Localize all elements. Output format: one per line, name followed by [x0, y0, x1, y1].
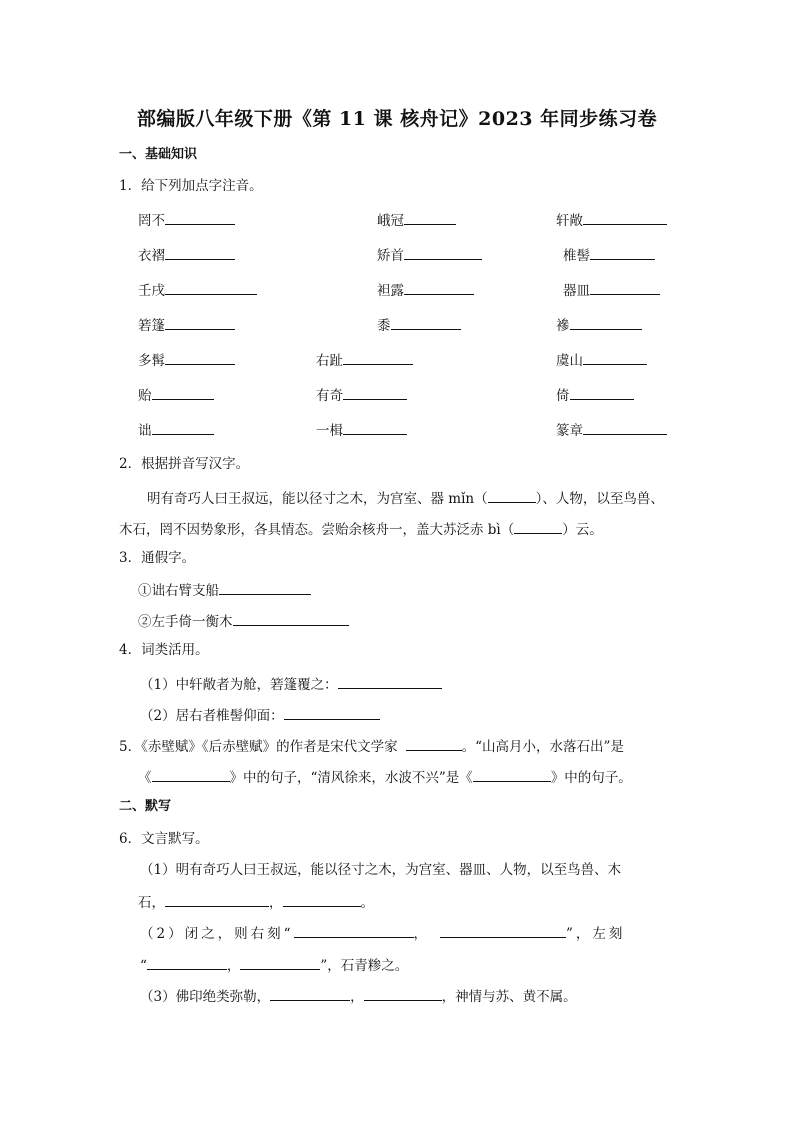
q1-word: 椎髻	[563, 248, 590, 264]
q1-item	[563, 280, 660, 300]
answer-blank[interactable]	[514, 519, 562, 534]
answer-blank[interactable]	[165, 210, 235, 225]
q1-word: 有奇	[316, 388, 343, 404]
answer-blank[interactable]	[473, 767, 551, 782]
answer-blank[interactable]	[583, 420, 667, 435]
answer-blank[interactable]	[294, 923, 414, 938]
q1-item	[316, 350, 413, 370]
q6-text: ，	[413, 926, 430, 942]
q1-item	[556, 210, 667, 230]
answer-blank[interactable]	[165, 315, 235, 330]
question-1-label: 1．给下列加点字注音。	[119, 178, 263, 194]
question-2-label: 2．根据拼音写汉字。	[119, 456, 250, 472]
q1-item	[377, 315, 461, 335]
q1-word: 黍	[377, 318, 391, 334]
answer-blank[interactable]	[404, 210, 456, 225]
q1-item	[138, 280, 257, 300]
answer-blank[interactable]	[583, 210, 667, 225]
answer-blank[interactable]	[240, 955, 320, 970]
q5-text: 。“山高月小，水落石出”是	[461, 739, 624, 755]
answer-blank[interactable]	[152, 767, 230, 782]
q5-text: 》中的句子。	[550, 770, 632, 786]
q2-passage-line1	[147, 488, 664, 508]
question-3-label: 3．通假字。	[119, 550, 196, 566]
answer-blank[interactable]	[283, 892, 361, 907]
q1-item	[556, 350, 647, 370]
q2-text: ）云。	[562, 522, 603, 538]
q5-text: 5．《赤壁赋》《后赤壁赋》的作者是宋代文学家	[119, 739, 398, 755]
answer-blank[interactable]	[406, 736, 462, 751]
q3-item-2	[138, 611, 349, 631]
q6-part-2-line2	[140, 955, 408, 975]
answer-blank[interactable]	[343, 350, 413, 365]
answer-blank[interactable]	[270, 986, 350, 1001]
q6-text: ，	[226, 958, 241, 974]
answer-blank[interactable]	[404, 245, 482, 260]
answer-blank[interactable]	[284, 705, 380, 720]
q1-word: 箬篷	[138, 318, 165, 334]
q3-text: ②左手倚一衡木	[138, 614, 233, 630]
answer-blank[interactable]	[590, 280, 660, 295]
answer-blank[interactable]	[570, 385, 634, 400]
q1-item	[138, 315, 235, 335]
section-dictation: 二、默写	[119, 799, 172, 814]
q5-line-2	[138, 767, 632, 787]
q5-line-1	[119, 736, 624, 756]
answer-blank[interactable]	[343, 420, 407, 435]
q5-text: 》中的句子，“清风徐来，水波不兴”是《	[229, 770, 473, 786]
q1-item	[138, 385, 214, 405]
q4-item-2	[140, 705, 380, 725]
q1-word: 虞山	[556, 353, 583, 369]
q2-text: 木石，罔不因势象形，各具情态。尝贻余核舟一，盖大苏泛赤 bì（	[119, 522, 515, 538]
q6-text: ”，石青糁之。	[320, 958, 409, 974]
q1-item	[563, 245, 655, 265]
answer-blank[interactable]	[165, 892, 269, 907]
q6-text: （2）闭之，则右刻“	[140, 926, 294, 942]
answer-blank[interactable]	[570, 315, 642, 330]
answer-blank[interactable]	[440, 923, 566, 938]
page-title: 部编版八年级下册《第 11 课 核舟记》2023 年同步练习卷	[136, 108, 658, 130]
q6-part-1-line1: （1）明有奇巧人曰王叔远，能以径寸之木，为宫室、器皿、人物，以至鸟兽、木	[140, 862, 622, 878]
answer-blank[interactable]	[147, 955, 227, 970]
q1-word: 诎	[138, 423, 152, 439]
answer-blank[interactable]	[165, 280, 257, 295]
q1-item	[316, 385, 407, 405]
q1-word: 多髯	[138, 353, 165, 369]
q6-text: ，	[269, 895, 283, 911]
q6-text: “	[140, 958, 147, 974]
q2-text: 明有奇巧人曰王叔远，能以径寸之木，为宫室、器 mǐn（	[147, 491, 488, 507]
q1-word: 轩敞	[556, 213, 583, 229]
q2-passage-line2	[119, 519, 603, 539]
q1-item	[377, 245, 482, 265]
question-4-label: 4．词类活用。	[119, 642, 209, 658]
q6-part-2-line1	[140, 923, 625, 943]
q6-text: ，	[350, 989, 364, 1005]
q1-item	[556, 315, 642, 335]
q1-item	[138, 350, 235, 370]
q1-word: 矫首	[377, 248, 404, 264]
q1-word: 篆章	[556, 423, 583, 439]
answer-blank[interactable]	[219, 580, 311, 595]
q4-text: （1）中轩敞者为舱，箬篷覆之：	[140, 677, 338, 693]
q6-text: 。	[360, 895, 374, 911]
q1-word: 衣褶	[138, 248, 165, 264]
q1-item	[556, 385, 634, 405]
q1-item	[138, 245, 235, 265]
q1-item	[377, 210, 456, 230]
q3-text: ①诎右臂支船	[138, 583, 219, 599]
q1-word: 罔不	[138, 213, 165, 229]
q4-text: （2）居右者椎髻仰面：	[140, 708, 284, 724]
answer-blank[interactable]	[152, 420, 214, 435]
answer-blank[interactable]	[165, 350, 235, 365]
question-6-label: 6．文言默写。	[119, 831, 209, 847]
q1-item	[316, 420, 407, 440]
answer-blank[interactable]	[590, 245, 655, 260]
answer-blank[interactable]	[338, 674, 442, 689]
answer-blank[interactable]	[364, 986, 442, 1001]
answer-blank[interactable]	[404, 280, 474, 295]
answer-blank[interactable]	[152, 385, 214, 400]
q5-text: 《	[138, 770, 152, 786]
answer-blank[interactable]	[233, 611, 349, 626]
answer-blank[interactable]	[391, 315, 461, 330]
q1-word: 壬戌	[138, 283, 165, 299]
q1-word: 襂	[556, 318, 570, 334]
answer-blank[interactable]	[343, 385, 407, 400]
q6-text: 石，	[138, 895, 165, 911]
q1-word: 峨冠	[377, 213, 404, 229]
q1-item	[138, 210, 235, 230]
answer-blank[interactable]	[488, 488, 536, 503]
q6-part-1-line2	[138, 892, 374, 912]
answer-blank[interactable]	[165, 245, 235, 260]
answer-blank[interactable]	[583, 350, 647, 365]
q2-text: ）、人物，以至鸟兽、	[535, 491, 664, 507]
q6-text: ”，左刻	[566, 926, 626, 942]
q1-word: 右趾	[316, 353, 343, 369]
q1-word: 器皿	[563, 283, 590, 299]
q4-item-1	[140, 674, 442, 694]
q1-word: 袒露	[377, 283, 404, 299]
section-basic-knowledge: 一、基础知识	[119, 147, 198, 162]
q6-text: ，神情与苏、黄不属。	[441, 989, 577, 1005]
q1-item	[138, 420, 214, 440]
q1-word: 贻	[138, 388, 152, 404]
q3-item-1	[138, 580, 311, 600]
q1-item	[556, 420, 667, 440]
q6-text: （3）佛印绝类弥勒，	[140, 989, 271, 1005]
q1-word: 一楫	[316, 423, 343, 439]
q6-part-3	[140, 986, 577, 1006]
q1-word: 倚	[556, 388, 570, 404]
q1-item	[377, 280, 474, 300]
